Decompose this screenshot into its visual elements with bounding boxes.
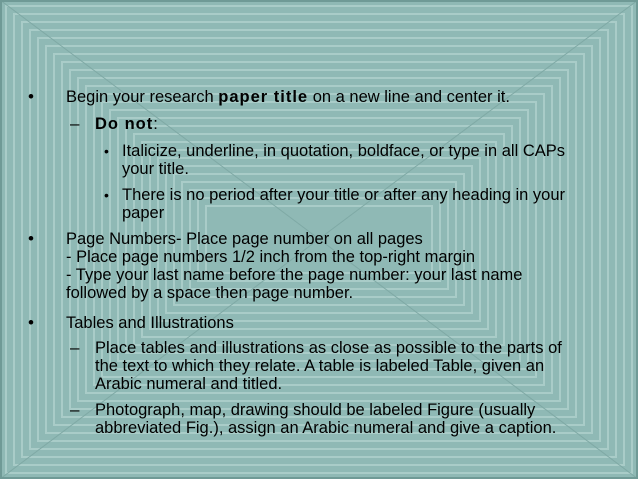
- do-not-item-2-line-2: paper: [122, 204, 165, 222]
- text: Begin your research: [66, 88, 219, 106]
- do-not-label: Do not: [95, 115, 154, 133]
- dash-marker: –: [70, 338, 80, 357]
- emphasis-paper-title: paper title: [218, 88, 309, 106]
- tables-heading: Tables and Illustrations: [66, 314, 234, 332]
- tables-sub-1-line-1: Place tables and illustrations as close as possible to the parts of: [95, 339, 562, 357]
- bullet-marker: •: [28, 87, 34, 106]
- text: on a new line and center it.: [308, 88, 510, 106]
- sub-bullet-marker: •: [104, 187, 109, 203]
- do-not-item-1-line-2: your title.: [122, 160, 189, 178]
- do-not-item-2-line-1: There is no period after your title or after any heading in your: [122, 186, 565, 204]
- bullet-marker: •: [28, 229, 34, 248]
- bullet-marker: •: [28, 313, 34, 332]
- dash-marker: –: [70, 114, 80, 133]
- dash-marker: –: [70, 400, 80, 419]
- bullet-title-rule: [66, 87, 510, 107]
- sub-bullet-marker: •: [104, 143, 109, 159]
- page-numbers-line-2: - Place page numbers 1/2 inch from the top-right margin: [66, 248, 476, 266]
- do-not-item-1-line-1: Italicize, underline, in quotation, boldface, or type in all CAPs: [122, 142, 566, 160]
- tables-sub-2-line-2: abbreviated Fig.), assign an Arabic numeral and give a caption.: [95, 419, 557, 437]
- subitem-do-not: [95, 114, 158, 134]
- page-numbers-line-1: Page Numbers- Place page number on all pages: [66, 230, 423, 248]
- colon: :: [153, 115, 158, 133]
- tables-sub-1-line-2: the text to which they relate. A table is labeled Table, given an: [95, 357, 545, 375]
- page-numbers-line-3: - Type your last name before the page number: your last name: [66, 266, 523, 284]
- tables-sub-1-line-3: Arabic numeral and titled.: [95, 375, 283, 393]
- page-numbers-line-4: followed by a space then page number.: [66, 284, 354, 302]
- tables-sub-2-line-1: Photograph, map, drawing should be labeled Figure (usually: [95, 401, 536, 419]
